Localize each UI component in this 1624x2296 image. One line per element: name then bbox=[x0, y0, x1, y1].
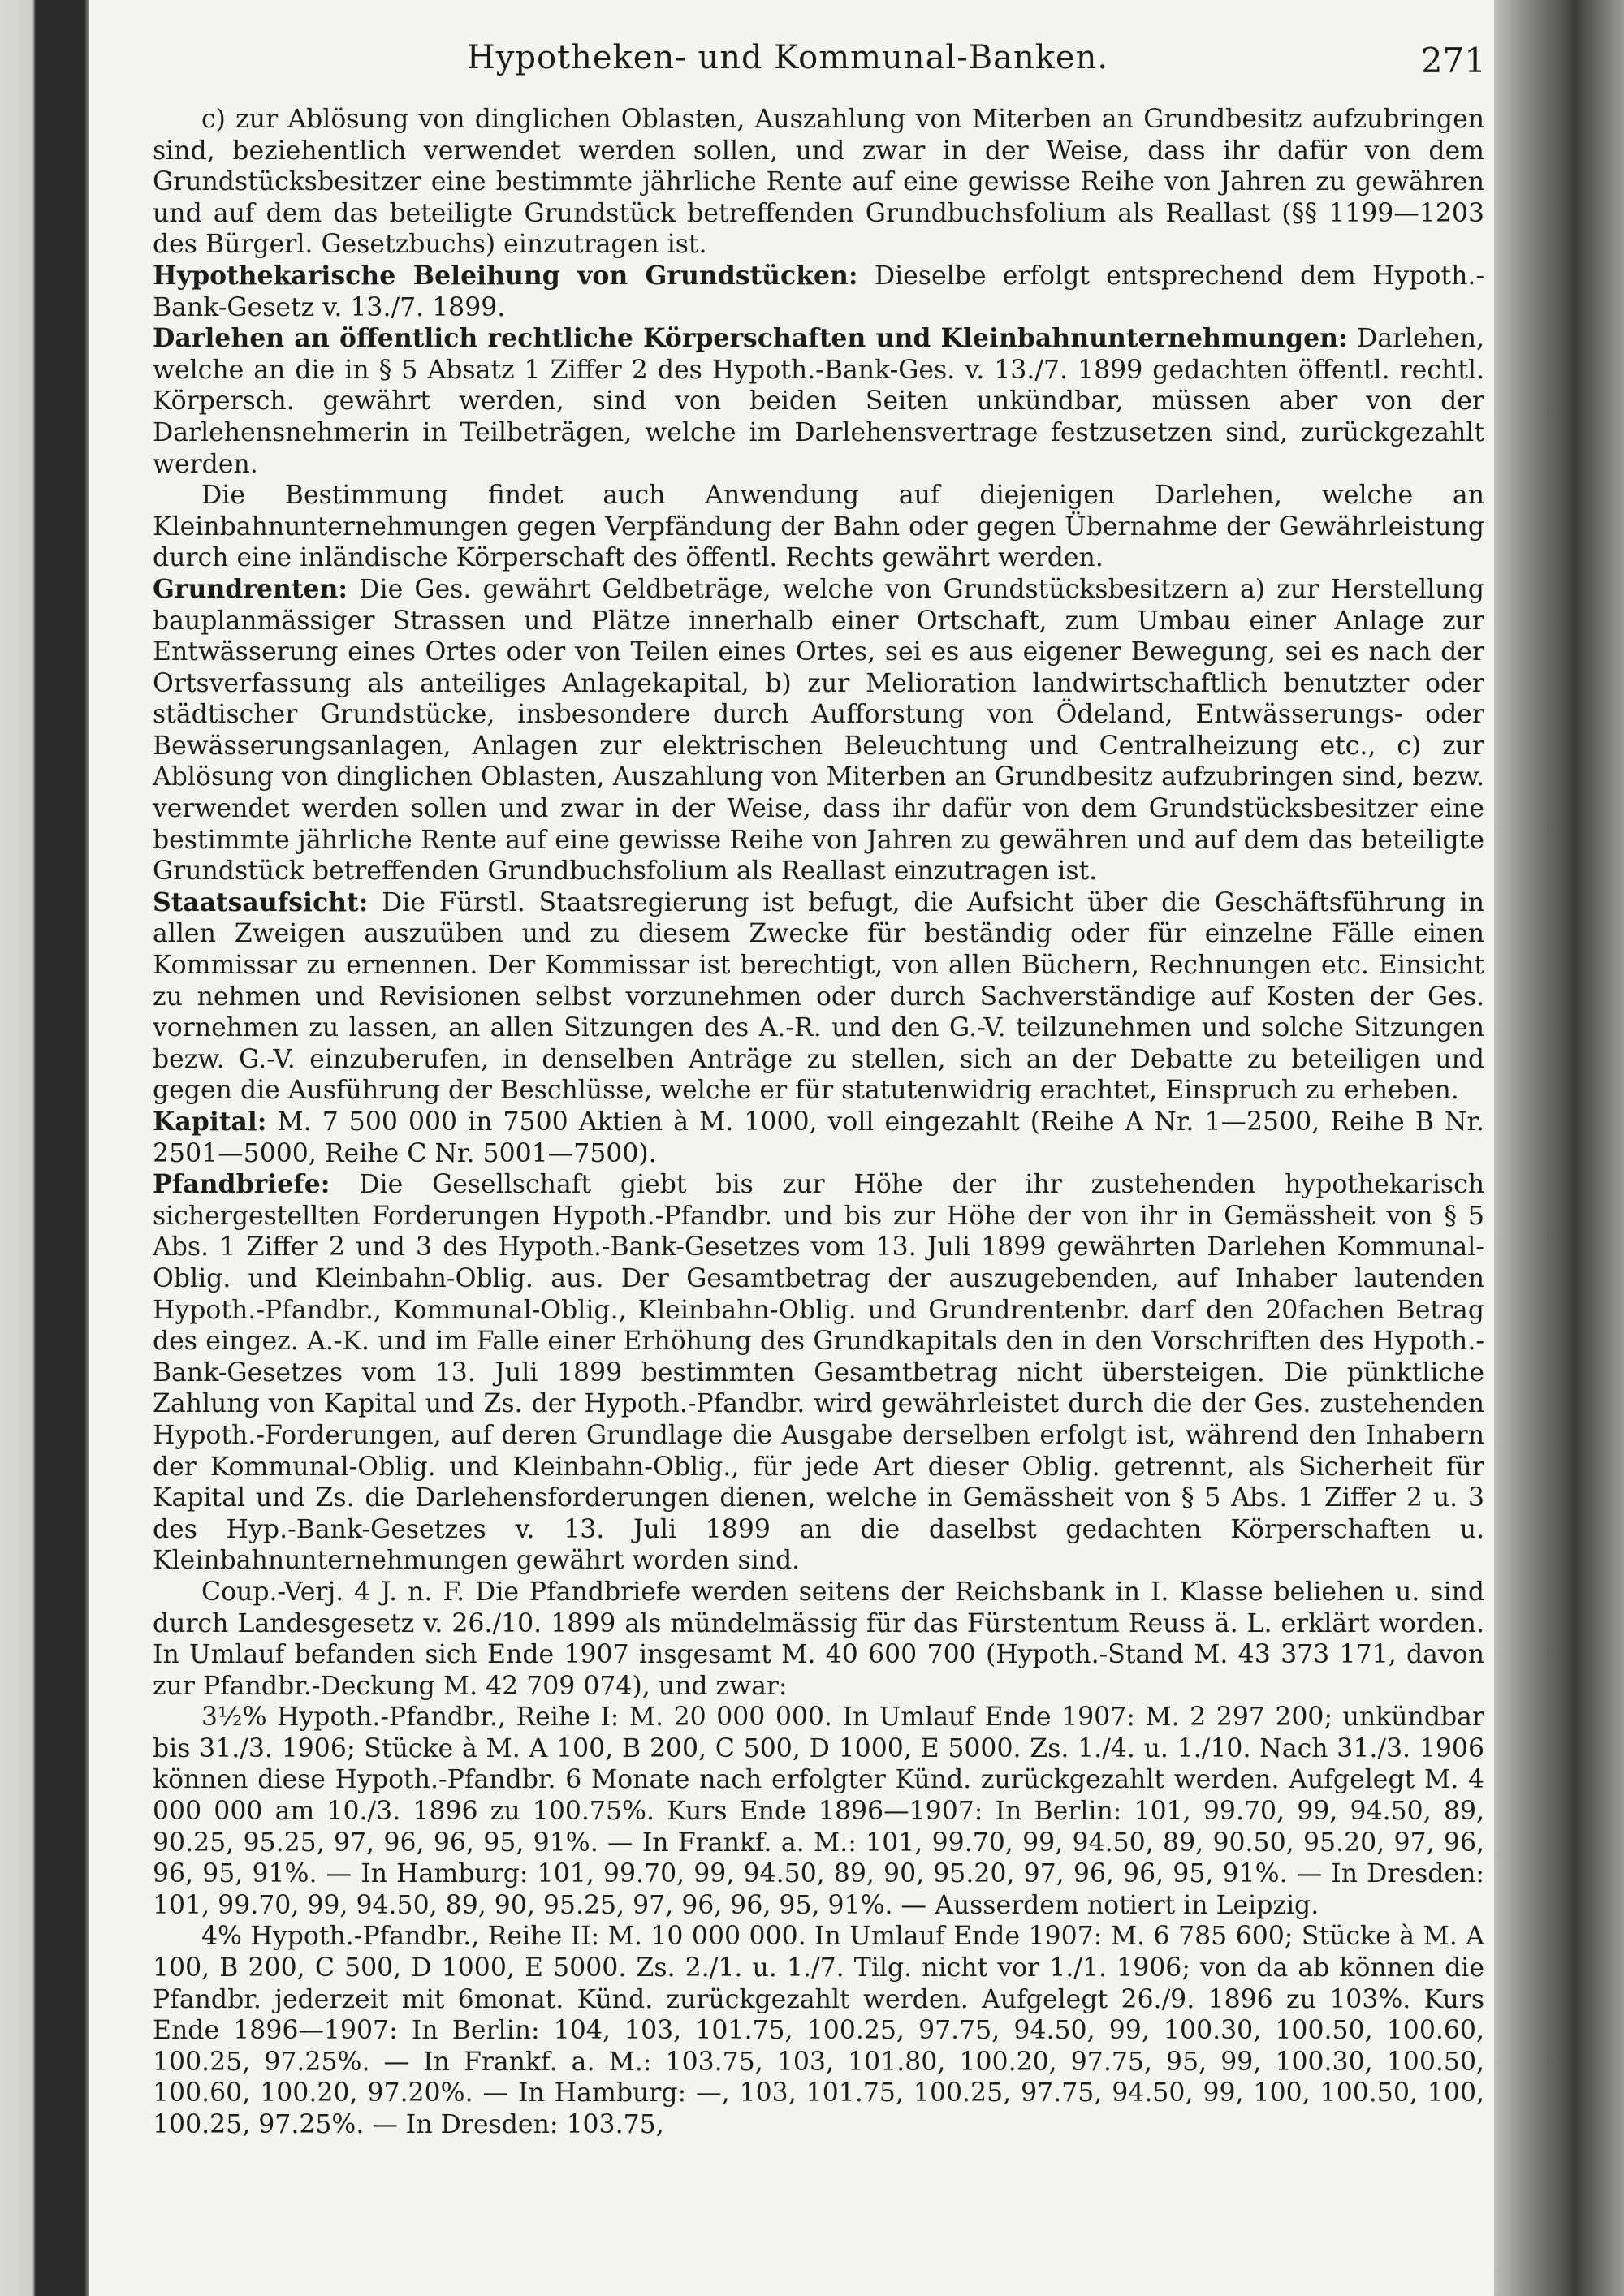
page-body bbox=[153, 104, 1484, 2141]
paragraph-text: M. 7 500 000 in 7500 Aktien à M. 1000, voll eingezahlt (Reihe A Nr. 1—2500, Reihe B Nr. 2501—5000, Reihe C Nr. 5001—7500). bbox=[153, 1107, 1484, 1168]
paragraph-kapital bbox=[153, 1107, 1484, 1169]
paragraph-ablosung bbox=[153, 104, 1484, 261]
paragraph-text: 4% Hypoth.-Pfandbr., Reihe II: M. 10 000 000. In Umlauf Ende 1907: M. 6 785 600; Stücke à M. A 100, B 200, C 500, D 1000, E 5000. Zs. 2./1. u. 1./7. Tilg. nicht vor 1./1. 1906; von da ab können die Pfandbr. jederzeit mit 6monat. Künd. zurückgezahlt werden. Aufgelegt 26./9. 1896 zu 103%. Kurs Ende 1896—1907: In Berlin: 104, 103, 101.75, 100.25, 97.75, 94.50, 99, 100.30, 100.50, 100.60, 100.25, 97.25%. — In Frankf. a. M.: 103.75, 103, 101.80, 100.20, 97.75, 95, 99, 100.30, 100.50, 100.60, 100.20, 97.20%. — In Hamburg: —, 103, 101.75, 100.25, 97.75, 94.50, 99, 100, 100.50, 100, 100.25, 97.25%. — In Dresden: 103.75, bbox=[153, 1922, 1484, 2139]
section-heading: Grundrenten: bbox=[153, 573, 348, 604]
paragraph-coup-verj bbox=[153, 1577, 1484, 1702]
section-heading: Staatsaufsicht: bbox=[153, 887, 369, 917]
section-heading: Hypothekarische Beleihung von Grundstücken: bbox=[153, 260, 858, 291]
paragraph-grundrenten bbox=[153, 574, 1484, 887]
scan-binding-shadow bbox=[0, 0, 89, 2296]
paragraph-text: Die Ges. gewährt Geldbeträge, welche von Grundstücksbesitzern a) zur Herstellung bauplanmässiger Strassen und Plätze innerhalb einer Ortschaft, zum Umbau einer Anlage zur Entwässerung eines Ortes oder von Teilen eines Ortes, sei es aus eigener Bewegung, sei es nach der Ortsverfassung als anteiliges Anlagekapital, b) zur Melioration landwirtschaftlich benutzter oder städtischer Grundstücke, insbesondere durch Aufforstung von Ödeland, Entwässerungs- oder Bewässerungsanlagen, Anlagen zur elektrischen Beleuchtung und Centralheizung etc., c) zur Ablösung von dinglichen Oblasten, Auszahlung von Miterben an Grundbesitz aufzubringen sind, bezw. verwendet werden sollen und zwar in der Weise, dass ihr dafür von dem Grundstücksbesitzer eine bestimmte jährliche Rente auf eine gewisse Reihe von Jahren zu gewähren und auf dem das beteiligte Grundstück betreffenden Grundbuchsfolium als Reallast einzutragen ist. bbox=[153, 574, 1485, 887]
paragraph-reihe-2 bbox=[153, 1921, 1484, 2140]
section-heading: Darlehen an öffentlich rechtliche Körperschaften und Kleinbahnunternehmungen: bbox=[153, 323, 1348, 354]
paragraph-text: Darlehen, welche an die in § 5 Absatz 1 Ziffer 2 des Hypoth.-Bank-Ges. v. 13./7. 1899 gedachten öffentl. rechtl. Körpersch. gewährt werden, sind von beiden Seiten unkündbar, müssen aber von der Darlehensnehmerin in Teilbeträgen, welche im Darlehensvertrage festzusetzen sind, zurückgezahlt werden. bbox=[153, 324, 1484, 479]
paragraph-reihe-1 bbox=[153, 1702, 1484, 1921]
section-heading: Kapital: bbox=[153, 1107, 267, 1137]
paragraph-text: Dieselbe erfolgt entsprechend dem Hypoth.-Bank-Gesetz v. 13./7. 1899. bbox=[153, 261, 1485, 322]
paragraph-text: Die Bestimmung findet auch Anwendung auf diejenigen Darlehen, welche an Kleinbahnunternehmungen gegen Verpfändung der Bahn oder gegen Übernahme der Gewährleistung durch eine inländische Körperschaft des öffentl. Rechts gewährt werden. bbox=[153, 481, 1484, 573]
paragraph-text: Die Fürstl. Staatsregierung ist befugt, die Aufsicht über die Geschäftsführung in allen Zweigen auszuüben und zu diesem Zwecke für beständig oder für einzelne Fälle einen Kommissar zu ernennen. Der Kommissar ist berechtigt, von allen Büchern, Rechnungen etc. Einsicht zu nehmen und Revisionen selbst vorzunehmen oder durch Sachverständige auf Kosten der Ges. vornehmen zu lassen, an allen Sitzungen des A.-R. und den G.-V. teilzunehmen und solche Sitzungen bezw. G.-V. einzuberufen, in denselben Anträge zu stellen, sich an der Debatte zu beteiligen und gegen die Ausführung der Beschlüsse, welche er für statutenwidrig erachtet, Einspruch zu erheben. bbox=[153, 887, 1484, 1106]
paragraph-text: 3½% Hypoth.-Pfandbr., Reihe I: M. 20 000 000. In Umlauf Ende 1907: M. 2 297 200; unkündbar bis 31./3. 1906; Stücke à M. A 100, B 200, C 500, D 1000, E 5000. Zs. 1./4. u. 1./10. Nach 31./3. 1906 können diese Hypoth.-Pfandbr. 6 Monate nach erfolgter Künd. zurückgezahlt werden. Aufgelegt M. 4 000 000 am 10./3. 1896 zu 100.75%. Kurs Ende 1896—1907: In Berlin: 101, 99.70, 99, 94.50, 89, 90.25, 95.25, 97, 96, 96, 95, 91%. — In Frankf. a. M.: 101, 99.70, 99, 94.50, 89, 90.50, 95.20, 97, 96, 96, 95, 91%. — In Hamburg: 101, 99.70, 99, 94.50, 89, 90, 95.20, 97, 96, 96, 95, 91%. — In Dresden: 101, 99.70, 99, 94.50, 89, 90, 95.25, 97, 96, 96, 95, 91%. — Ausserdem notiert in Leipzig. bbox=[153, 1703, 1484, 1920]
paragraph-text: Coup.-Verj. 4 J. n. F. Die Pfandbriefe werden seitens der Reichsbank in I. Klasse beliehen u. sind durch Landesgesetz v. 26./10. 1899 als mündelmässig für das Fürstentum Reuss ä. L. erklärt worden. In Umlauf befanden sich Ende 1907 insgesamt M. 40 600 700 (Hypoth.-Stand M. 43 373 171, davon zur Pfandbr.-Deckung M. 42 709 074), und zwar: bbox=[153, 1577, 1484, 1701]
paragraph-bestimmung bbox=[153, 480, 1484, 574]
section-heading: Pfandbriefe: bbox=[153, 1169, 330, 1200]
paragraph-text: c) zur Ablösung von dinglichen Oblasten, Auszahlung von Miterben an Grundbesitz aufzubringen sind, beziehentlich verwendet werden sollen, und zwar in der Weise, dass ihr dafür von dem Grundstücksbesitzer eine bestimmte jährliche Rente auf eine gewisse Reihe von Jahren zu gewähren und auf dem das beteiligte Grundstück betreffenden Grundbuchsfolium als Reallast (§§ 1199—1203 des Bürgerl. Gesetzbuchs) einzutragen ist. bbox=[153, 105, 1484, 260]
scan-page-edge bbox=[1494, 0, 1624, 2296]
document-page bbox=[89, 0, 1494, 2296]
paragraph-pfandbriefe bbox=[153, 1169, 1484, 1577]
paragraph-staatsaufsicht bbox=[153, 887, 1484, 1107]
page-header bbox=[89, 34, 1486, 83]
page-number: 271 bbox=[1420, 41, 1486, 80]
paragraph-darlehen bbox=[153, 323, 1484, 480]
paragraph-hypothekarische-beleihung bbox=[153, 261, 1484, 323]
paragraph-text: Die Gesellschaft giebt bis zur Höhe der ihr zustehenden hypothekarisch sichergestellten Forderungen Hypoth.-Pfandbr. und bis zur Höhe der von ihr in Gemässheit von § 5 Abs. 1 Ziffer 2 und 3 des Hypoth.-Bank-Gesetzes vom 13. Juli 1899 gewährten Darlehen Kommunal-Oblig. und Kleinbahn-Oblig. aus. Der Gesamtbetrag der auszugebenden, auf Inhaber lautenden Hypoth.-Pfandbr., Kommunal-Oblig., Kleinbahn-Oblig. und Grundrentenbr. darf den 20fachen Betrag des eingez. A.-K. und im Falle einer Erhöhung des Grundkapitals den in den Vorschriften des Hypoth.-Bank-Gesetzes vom 13. Juli 1899 bestimmten Gesamtbetrag nicht übersteigen. Die pünktliche Zahlung von Kapital und Zs. der Hypoth.-Pfandbr. wird gewährleistet durch die der Ges. zustehenden Hypoth.-Forderungen, auf deren Grundlage die Ausgabe derselben erfolgt ist, während den Inhabern der Kommunal-Oblig. und Kleinbahn-Oblig., für jede Art dieser Oblig. getrennt, als Sicherheit für Kapital und Zs. die Darlehensforderungen dienen, welche in Gemässheit von § 5 Abs. 1 Ziffer 2 u. 3 des Hyp.-Bank-Gesetzes v. 13. Juli 1899 an die daselbst gedachten Körperschaften u. Kleinbahnunternehmungen gewährt worden sind. bbox=[153, 1170, 1484, 1576]
running-head: Hypotheken- und Kommunal-Banken. bbox=[466, 39, 1109, 76]
